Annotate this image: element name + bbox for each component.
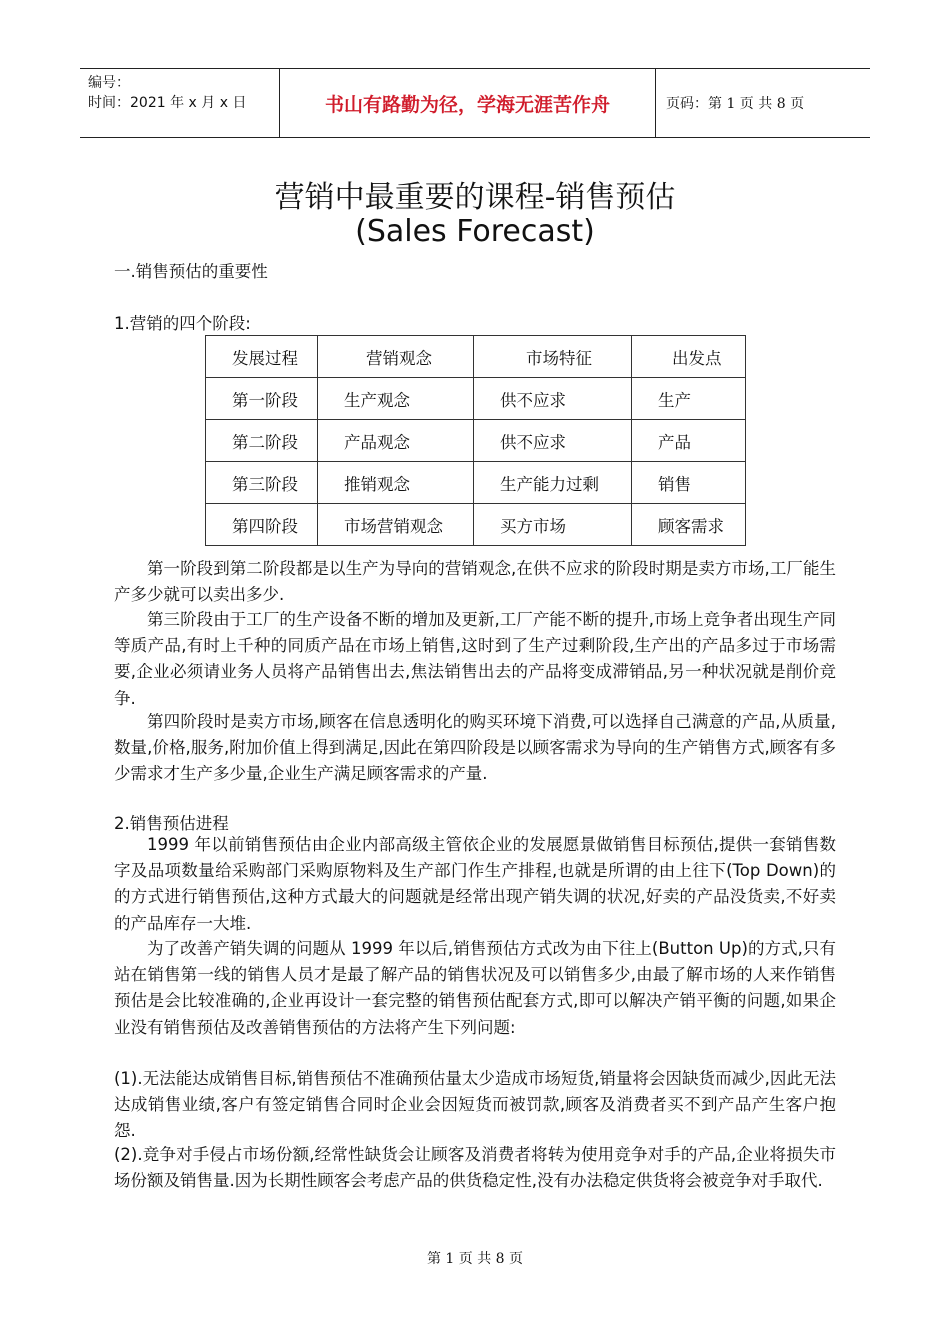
table-cell: 推销观念 (318, 462, 474, 504)
header-motto: 书山有路勤为径，学海无涯苦作舟 (280, 69, 656, 137)
header-page-info: 页码：第 1 页 共 8 页 (666, 96, 805, 112)
doc-title: 营销中最重要的课程-销售预估 (274, 180, 676, 215)
table-cell: 供不应求 (474, 378, 632, 420)
paragraph-stage-3: 第三阶段由于工厂的生产设备不断的增加及更新,工厂产能不断的提升,市场上竞争者出现生产同等质产品,有时上千种的同质产品在市场上销售,这时到了生产过剩阶段,生产出的产品多过于市场需要,企业必须请业务人员将产品销售出去,焦法销售出去的产品将变成滞销品,另一种状况就是削价竞争. (114, 610, 836, 708)
serial-label: 编号： (88, 75, 130, 91)
section-heading: 一.销售预估的重要性 (114, 262, 268, 281)
time-label: 时间：2021 年 x 月 x 日 (88, 95, 247, 111)
table-cell: 生产观念 (318, 378, 474, 420)
table-row (206, 504, 746, 546)
paragraph-issue-2: (2).竞争对手侵占市场份额,经常性缺货会让顾客及消费者将转为使用竞争对手的产品,企业将损失市场份额及销售量.因为长期性顾客会考虑产品的供货稳定性,没有办法稳定供货将会被竞争对手取代. (114, 1145, 836, 1191)
paragraph-bottom-up: 为了改善产销失调的问题从 1999 年以后,销售预估方式改为由下往上(Button Up)的方式,只有站在销售第一线的销售人员才是最了解产品的销售状况及可以销售多少,由最了解市场的人来作销售预估是会比较准确的,企业再设计一套完整的销售预估配套方式,即可以解决产销平衡的问题,如果企业没有销售预估及改善销售预估的方法将产生下列问题: (114, 939, 836, 1037)
table-cell: 第三阶段 (206, 462, 318, 504)
table-header-row (206, 336, 746, 378)
table-row (206, 378, 746, 420)
subsection-heading: 2.销售预估进程 (114, 814, 229, 833)
table-header-cell: 发展过程 (206, 336, 318, 378)
table-row (206, 420, 746, 462)
paragraph-stage-1-2: 第一阶段到第二阶段都是以生产为导向的营销观念,在供不应求的阶段时期是卖方市场,工厂能生产多少就可以卖出多少. (114, 559, 836, 605)
header-meta (80, 69, 280, 137)
table-cell: 生产能力过剩 (474, 462, 632, 504)
table-cell: 顾客需求 (632, 504, 746, 546)
table-header-cell: 营销观念 (318, 336, 474, 378)
table-cell: 第二阶段 (206, 420, 318, 462)
marketing-stages-table (205, 335, 746, 546)
page-footer: 第 1 页 共 8 页 (426, 1251, 524, 1267)
subsection-heading: 1.营销的四个阶段: (114, 314, 251, 333)
table-header-cell: 出发点 (632, 336, 746, 378)
paragraph-issue-1: (1).无法能达成销售目标,销售预估不准确预估量太少造成市场短货,销量将会因缺货而减少,因此无法达成销售业绩,客户有签定销售合同时企业会因短货而被罚款,顾客及消费者买不到产品产生客户抱怨. (114, 1069, 836, 1141)
paragraph-stage-4: 第四阶段时是卖方市场,顾客在信息透明化的购买环境下消费,可以选择自己满意的产品,从质量,数量,价格,服务,附加价值上得到满足,因此在第四阶段是以顾客需求为导向的生产销售方式,顾客有多少需求才生产多少量,企业生产满足顾客需求的产量. (114, 712, 836, 784)
table-cell: 生产 (632, 378, 746, 420)
table-cell: 供不应求 (474, 420, 632, 462)
table-row (206, 462, 746, 504)
table-cell: 产品 (632, 420, 746, 462)
table-cell: 市场营销观念 (318, 504, 474, 546)
table-cell: 第四阶段 (206, 504, 318, 546)
page-header (80, 68, 870, 138)
table-cell: 产品观念 (318, 420, 474, 462)
paragraph-top-down: 1999 年以前销售预估由企业内部高级主管依企业的发展愿景做销售目标预估,提供一套销售数字及品项数量给采购部门采购原物料及生产部门作生产排程,也就是所谓的由上往下(Top Down)的的方式进行销售预估,这种方式最大的问题就是经常出现产销失调的状况,好卖的产品没货卖,不好卖的产品库存一大堆. (114, 835, 836, 933)
table-cell: 买方市场 (474, 504, 632, 546)
table-header-cell: 市场特征 (474, 336, 632, 378)
doc-subtitle: (Sales Forecast) (355, 214, 595, 249)
table-cell: 第一阶段 (206, 378, 318, 420)
table-cell: 销售 (632, 462, 746, 504)
